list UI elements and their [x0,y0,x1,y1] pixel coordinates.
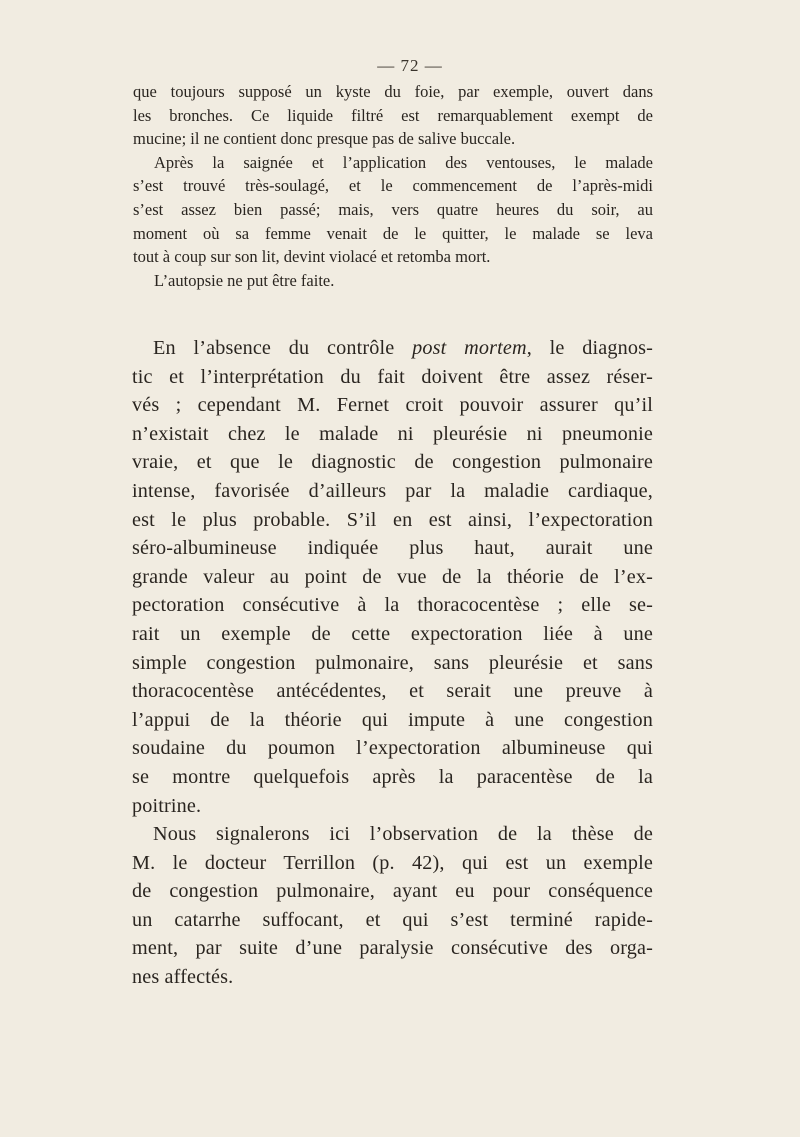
text-line: L’autopsie ne put être faite. [154,270,335,290]
text-line: Nous signalerons ici l’observation de la thèse de [153,823,653,846]
text-line: poitrine. [132,794,202,817]
text-line: n’existait chez le malade ni pleurésie ni pneumonie [132,422,653,445]
text-line: tic et l’interprétation du fait doivent être assez réser- [132,365,653,388]
text-line: mucine; il ne contient donc presque pas de salive buccale. [133,129,516,149]
text-line: séro-albumineuse indiquée plus haut, aurait une [132,537,653,560]
text-line: M. le docteur Terrillon (p. 42), qui est un exemple [132,851,653,874]
text-line: que toujours supposé un kyste du foie, par exemple, ouvert dans [133,82,653,101]
text-line: vraie, et que le diagnostic de congestion pulmonaire [132,451,653,474]
main-body-text [132,334,653,992]
text-line: vés ; cependant M. Fernet croit pouvoir assurer qu’il [132,394,653,417]
text-line: l’appui de la théorie qui impute à une congestion [132,708,653,731]
text-line: nes affectés. [132,966,234,989]
text-line: est le plus probable. S’il en est ainsi, l’expectoration [132,508,653,531]
text-line: Après la saignée et l’application des ventouses, le malade [154,152,653,172]
text-line: moment où sa femme venait de le quitter, le malade se leva [133,223,653,243]
text-line: grande valeur au point de vue de la théorie de l’ex- [132,565,653,588]
text-line: tout à coup sur son lit, devint violacé et retomba mort. [133,247,491,267]
text-line: de congestion pulmonaire, ayant eu pour conséquence [132,880,653,903]
text-line: les bronches. Ce liquide filtré est remarquablement exempt de [133,105,653,125]
text-line: thoracocentèse antécédentes, et serait une preuve à [132,680,653,703]
text-line: pectoration consécutive à la thoracocentèse ; elle se- [132,594,653,617]
text-line: rait un exemple de cette expectoration liée à une [132,622,653,645]
text-line: se montre quelquefois après la paracentèse de la [132,765,653,788]
text-line: simple congestion pulmonaire, sans pleurésie et sans [132,651,653,674]
latin-phrase: post mortem [412,337,527,359]
page-number: — 72 — [377,56,443,75]
text-line: ment, par suite d’une paralysie consécutive des orga- [132,937,653,960]
text-line: intense, favorisée d’ailleurs par la maladie cardiaque, [132,479,653,502]
text-line: s’est trouvé très-soulagé, et le commencement de l’après-midi [133,176,653,196]
text-line: un catarrhe suffocant, et qui s’est terminé rapide- [132,908,653,931]
quoted-observation-text [133,80,653,292]
text-line: soudaine du poumon l’expectoration albumineuse qui [132,737,653,760]
text-line: En l’absence du contrôle post mortem, le diagnos- [153,337,653,359]
text-line: s’est assez bien passé; mais, vers quatre heures du soir, au [133,199,653,219]
